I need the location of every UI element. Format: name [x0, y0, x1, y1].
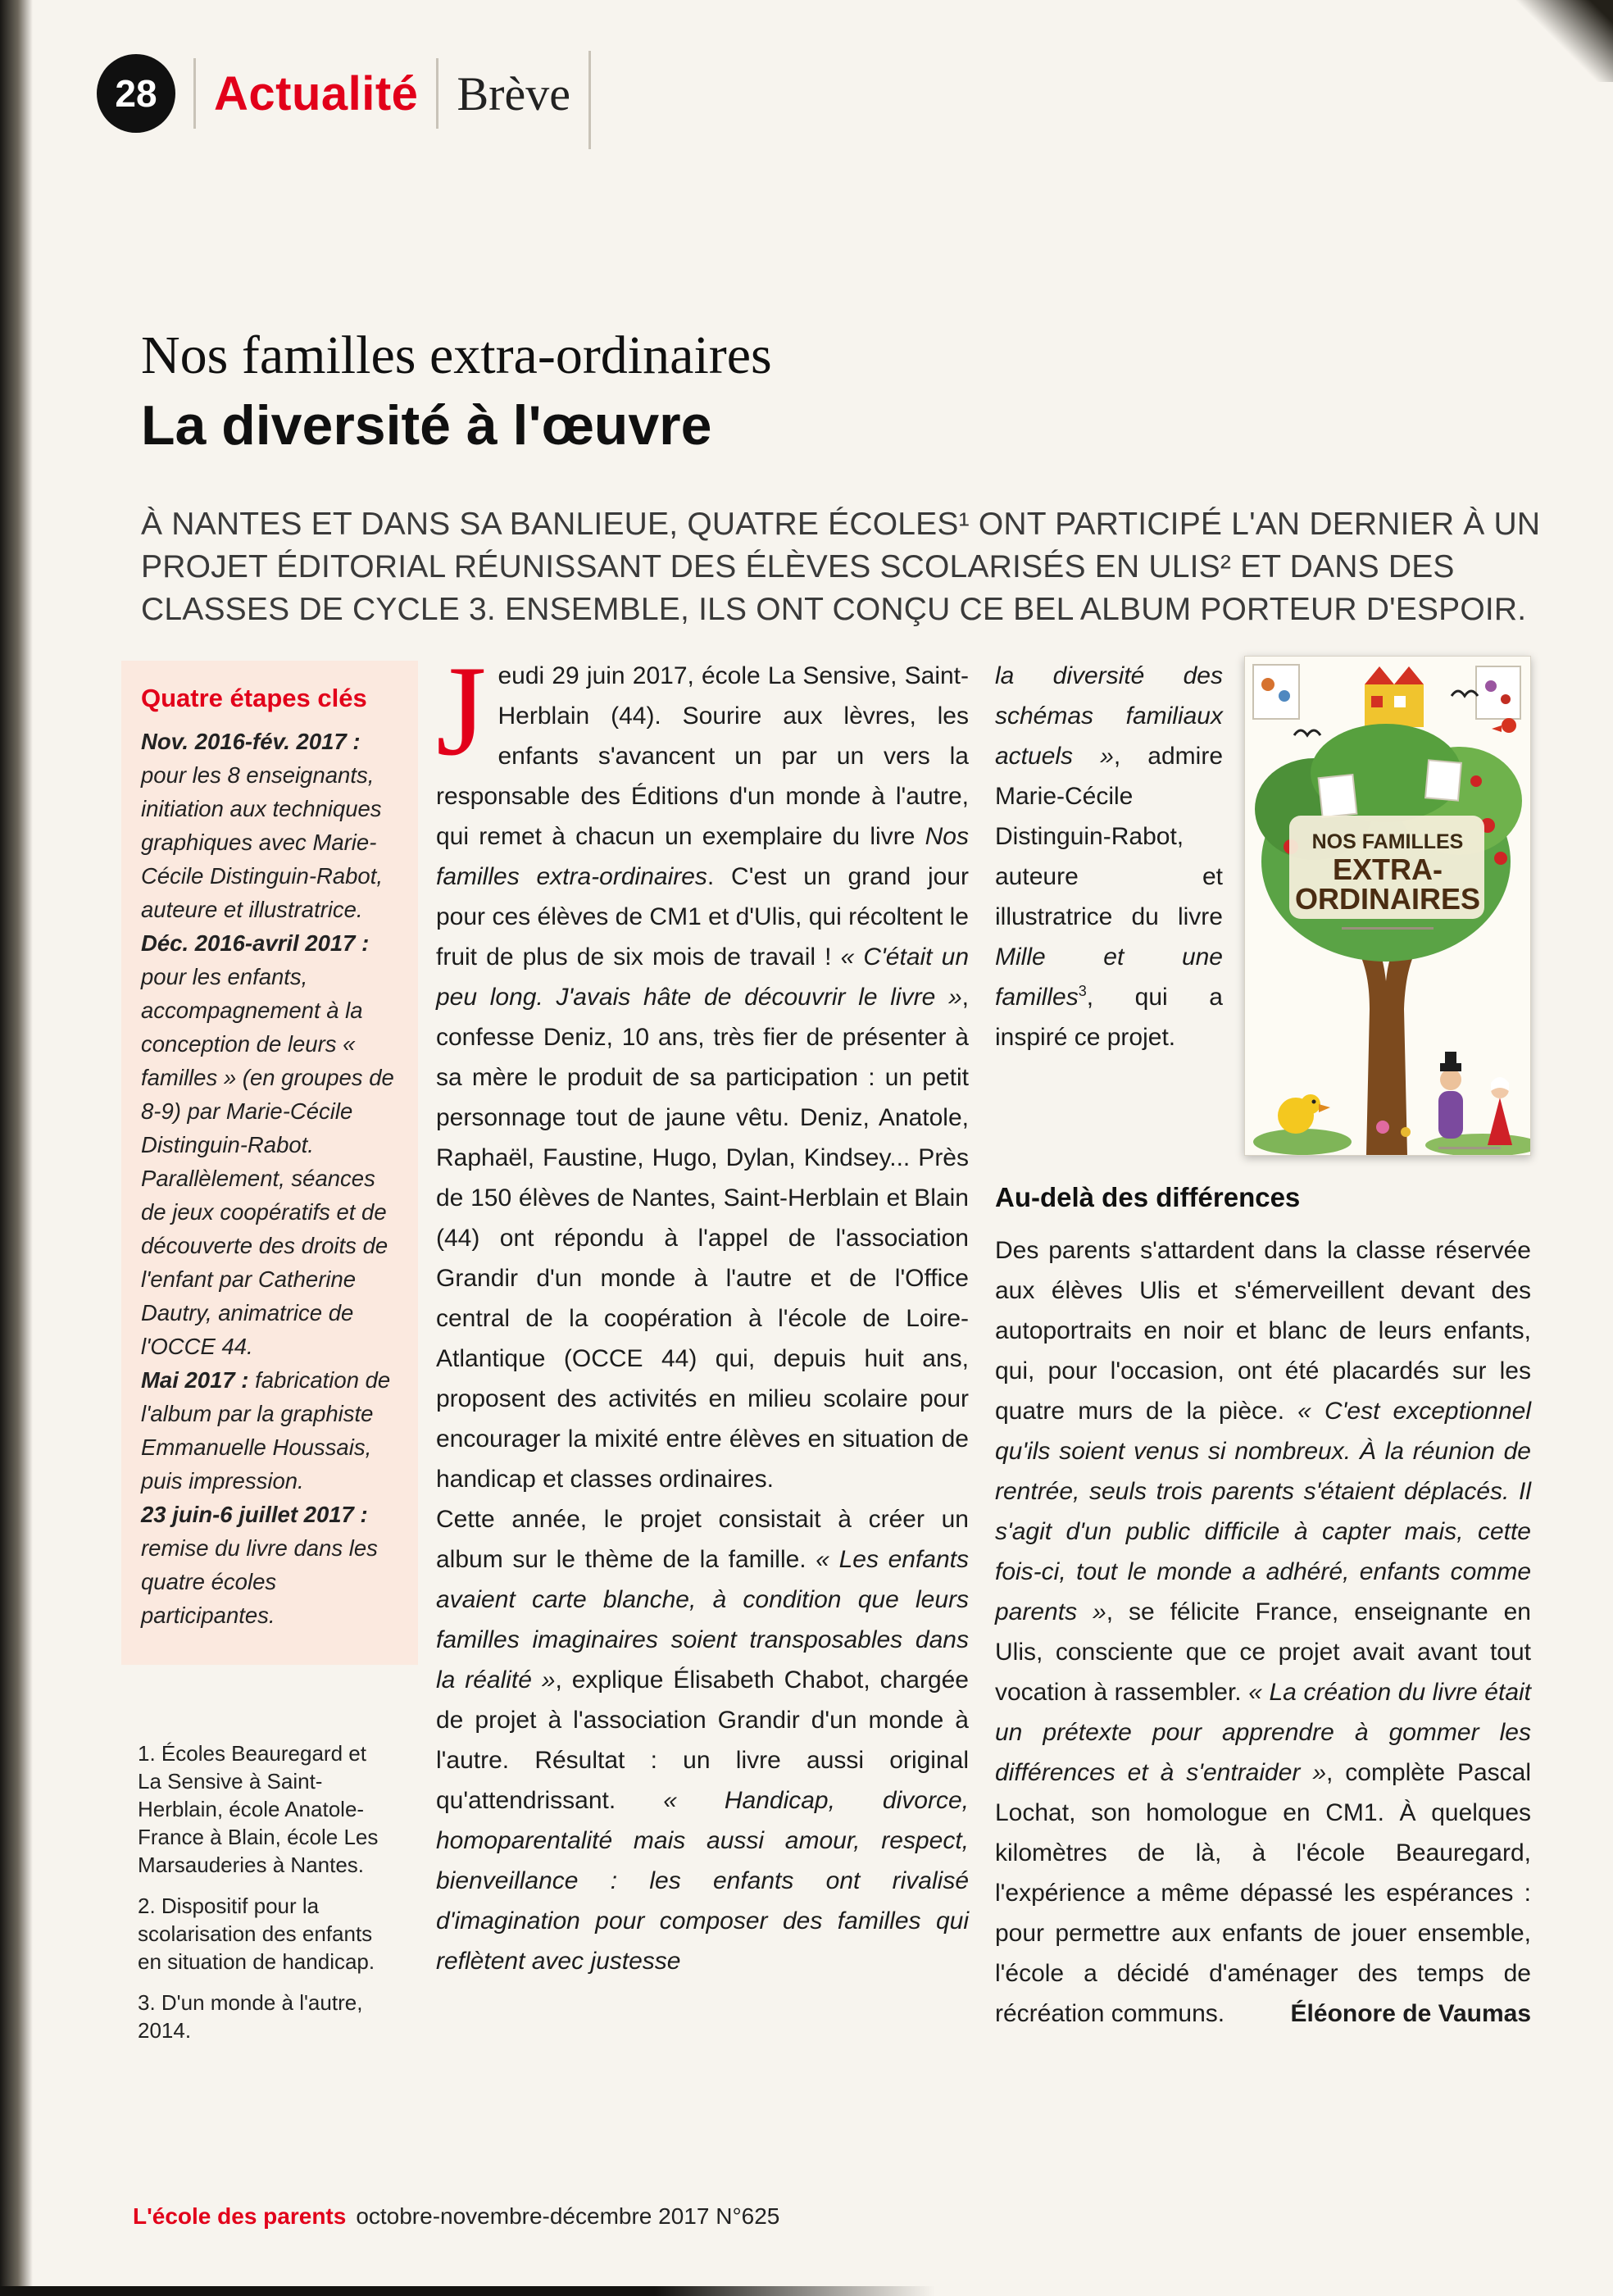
- article-paragraph: Cette année, le projet consistait à créer un album sur le thème de la famille. « Les enfants avaient carte blanche, à condition que leurs familles imaginaires soient transposables dans la réalité », explique Élisabeth Chabot, chargée de projet à l'association Grandir d'un monde à l'autre. Résultat : un livre aussi original qu'attendrissant. « Handicap, divorce, homoparentalité mais aussi amour, respect, bienveillance : les enfants ont rivalisé d'imagination pour composer des familles qui reflètent avec justesse: [436, 1506, 970, 1975]
- cover-title-line2: EXTRA-: [1333, 852, 1443, 886]
- subsection-label: Brève: [457, 66, 570, 120]
- cover-title-block: [1289, 816, 1484, 930]
- article-paragraph: Des parents s'attardent dans la classe réservée aux élèves Ulis et s'émerveillent devant des autoportraits en noir et blanc de leurs enfants, qui, pour l'occasion, ont été placardés sur les quatre murs de la pièce. « C'est exceptionnel qu'ils soient venus si nombreux. À la réunion de rentrée, seuls trois parents s'étaient déplacés. Il s'agit d'un public difficile à capter mais, cette fois-ci, tout le monde a adhéré, enfants comme parents », se félicite France, enseignante en Ulis, consciente que ce projet avait avant tout vocation à rassembler. « La création du livre était un prétexte pour apprendre à gommer les différences et à s'entraider », complète Pascal Lochat, son homologue en CM1. À quelques kilomètres de là, à l'école Beauregard, l'expérience a même dépassé les espérances : pour permettre aux enfants de jouer ensemble, l'école a décidé d'aménager des temps de récréation communs.: [995, 1237, 1531, 2027]
- paragraph-text: eudi 29 juin 2017, école La Sensive, Saint-Herblain (44). Sourire aux lèvres, les enfants s'avancent un par un vers la responsable des Éditions d'un monde à l'autre, qui remet à chacun un exemplaire du livre Nos familles extra-ordinaires. C'est un grand jour pour ces élèves de CM1 et d'Ulis, qui récoltent le fruit de plus de six mois de travail ! « C'était un peu long. J'avais hâte de découvrir le livre », confesse Deniz, 10 ans, très fier de présenter à sa mère le produit de sa participation : un petit personnage tout de jaune vêtu. Deniz, Anatole, Raphaël, Faustine, Hugo, Dylan, Kindsey... Près de 150 élèves de Nantes, Saint-Herblain et Blain (44) ont répondu à l'appel de l'association Grandir d'un monde à l'autre et de l'Office central de la coopération à l'école de Loire-Atlantique (OCCE 44) qui, depuis huit ans, proposent des activités en milieu scolaire pour encourager la mixité entre élèves en situation de handicap et classes ordinaires.: [436, 662, 970, 1493]
- article-paragraph: [436, 639, 970, 1499]
- sidebar-entry: Déc. 2016-avril 2017 : pour les enfants, accompagnement à la conception de leurs « familles » (en groupes de 8-9) par Marie-Cécile Distinguin-Rabot. Parallèlement, séances de jeux coopératifs et de découverte des droits de l'enfant par Catherine Dautry, animatrice de l'OCCE 44.: [141, 930, 394, 1359]
- footnotes: [138, 1739, 384, 2057]
- header-divider: [436, 58, 438, 129]
- article-column-2: [995, 656, 1531, 2034]
- cover-title-line3: ORDINAIRES: [1294, 882, 1481, 916]
- footnote: 1. Écoles Beauregard et La Sensive à Saint-Herblain, école Anatole-France à Blain, école Les Marsauderies à Nantes.: [138, 1741, 379, 1877]
- page-spine-shadow: [0, 0, 33, 2296]
- article-kicker-title: Nos familles extra-ordinaires: [141, 325, 772, 385]
- page-bottom-shadow: [0, 2286, 935, 2296]
- page-header: [97, 38, 591, 149]
- footnote: 3. D'un monde à l'autre, 2014.: [138, 1990, 363, 2043]
- page-footer: [133, 2203, 779, 2230]
- book-cover-image: [1244, 656, 1531, 1156]
- byline: Éléonore de Vaumas: [1290, 2000, 1531, 2027]
- article-main-title: La diversité à l'œuvre: [141, 394, 712, 457]
- article-column-1: [436, 639, 970, 1981]
- footer-issue: octobre-novembre-décembre 2017 N°625: [356, 2203, 780, 2229]
- header-divider: [193, 58, 196, 129]
- sidebar-entry: Mai 2017 : fabrication de l'album par la graphiste Emmanuelle Houssais, puis impression.: [141, 1367, 391, 1494]
- article-paragraph: la diversité des schémas familiaux actuels », admire Marie-Cécile Distinguin-Rabot, auteure et illustratrice du livre Mille et une familles$^3$, qui a inspiré ce projet.: [995, 662, 1224, 1051]
- page-corner-shadow: [1506, 0, 1613, 82]
- standfirst: À NANTES ET DANS SA BANLIEUE, QUATRE ÉCOLES¹ ONT PARTICIPÉ L'AN DERNIER À UN PROJET ÉDITORIAL RÉUNISSANT DES ÉLÈVES SCOLARISÉS EN ULIS² ET DANS DES CLASSES DE CYCLE 3. ENSEMBLE, ILS ONT CONÇU CE BEL ALBUM PORTEUR D'ESPOIR.: [141, 507, 1541, 627]
- footer-magazine-name: L'école des parents: [133, 2203, 347, 2229]
- page-number-badge: 28: [97, 54, 175, 133]
- sidebar-title: Quatre étapes clés: [141, 684, 367, 712]
- footnote: 2. Dispositif pour la scolarisation des enfants en situation de handicap.: [138, 1894, 375, 1974]
- cover-title-line1: NOS FAMILLES: [1311, 830, 1464, 853]
- sidebar-key-steps-box: [121, 661, 418, 1665]
- header-divider: [588, 51, 591, 149]
- section-label: Actualité: [214, 66, 419, 120]
- sidebar-entry: 23 juin-6 juillet 2017 : remise du livre dans les quatre écoles participantes.: [141, 1502, 378, 1628]
- sidebar-entry: Nov. 2016-fév. 2017 : pour les 8 enseignants, initiation aux techniques graphiques avec Marie-Cécile Distinguin-Rabot, auteure et illustratrice.: [141, 729, 383, 922]
- section-heading: Au-delà des différences: [995, 1182, 1301, 1212]
- drop-cap: J: [436, 639, 487, 783]
